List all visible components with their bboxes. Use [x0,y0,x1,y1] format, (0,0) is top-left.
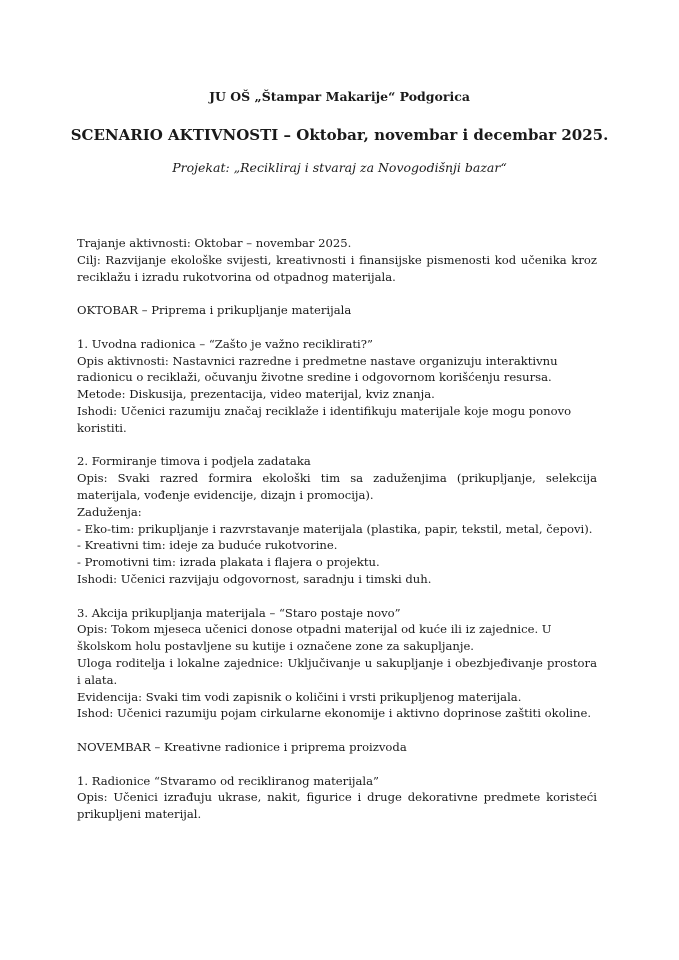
oct-activity-1-methods: Metode: Diskusija, prezentacija, video materijal, kviz znanja. [77,387,435,402]
nov-activity-1-title: 1. Radionice “Stvaramo od recikliranog materijala” [77,773,379,788]
task-item: - Kreativni tim: ideje za buduće rukotvorine. [77,538,338,553]
document-title: SCENARIO AKTIVNOSTI – Oktobar, novembar i decembar 2025. [70,126,609,144]
project-subtitle: Projekat: „Recikliraj i stvaraj za Novogodišnji bazar“ [172,160,507,175]
oct-activity-3-title: 3. Akcija prikupljanja materijala – “Staro postaje novo” [77,605,401,620]
oct-activity-1-description: Opis aktivnosti: Nastavnici razredne i predmetne nastave organizuju interaktivnu radionicu o reciklaži, očuvanju životne sredine i odgovornom korišćenju resursa. [77,353,558,385]
oct-activity-1-title: 1. Uvodna radionica – “Zašto je važno reciklirati?” [77,336,373,351]
oct-activity-3-description: Opis: Tokom mjeseca učenici donose otpadni materijal od kuće ili iz zajednice. U školskom holu postavljene su kutije i označene zone za sakupljanje. [77,622,552,654]
oct-activity-3-parents: Uloga roditelja i lokalne zajednice: Uključivanje u sakupljanje i obezbjeđivanje prostora i alata. [77,655,597,687]
task-item: - Eko-tim: prikupljanje i razvrstavanje materijala (plastika, papir, tekstil, metal, čepovi). [77,521,593,536]
goal-paragraph: Cilj: Razvijanje ekološke svijesti, kreativnosti i finansijske pismenosti kod učenika kroz reciklažu i izradu rukotvorina od otpadnog materijala. [77,252,597,284]
oct-activity-2-description: Opis: Svaki razred formira ekološki tim sa zaduženjima (prikupljanje, selekcija materijala, vođenje evidencije, dizajn i promocija). [77,471,597,502]
november-heading: NOVEMBAR – Kreativne radionice i priprema proizvoda [77,739,407,754]
duration-line: Trajanje aktivnosti: Oktobar – novembar 2025. [77,236,352,250]
task-item: - Promotivni tim: izrada plakata i flajera o projektu. [77,555,380,570]
october-heading: OKTOBAR – Priprema i prikupljanje materijala [77,303,352,318]
oct-activity-3-records: Evidencija: Svaki tim vodi zapisnik o količini i vrsti prikupljenog materijala. [77,689,522,704]
school-name: JU OŠ „Štampar Makarije“ Podgorica [209,89,470,104]
document-body [77,235,597,823]
oct-activity-1-outcomes: Ishodi: Učenici razumiju značaj reciklaže i identifikuju materijale koje mogu ponovo koristiti. [77,403,572,435]
oct-activity-2-tasks-label: Zaduženja: [77,504,142,519]
nov-activity-1-description: Opis: Učenici izrađuju ukrase, nakit, figurice i druge dekorativne predmete koristeći prikupljeni materijal. [77,790,597,822]
oct-activity-3-outcome: Ishod: Učenici razumiju pojam cirkularne ekonomije i aktivno doprinose zaštiti okoline. [77,706,592,721]
oct-activity-2-title: 2. Formiranje timova i podjela zadataka [77,454,311,469]
oct-activity-2-outcomes: Ishodi: Učenici razvijaju odgovornost, saradnju i timski duh. [77,571,432,586]
